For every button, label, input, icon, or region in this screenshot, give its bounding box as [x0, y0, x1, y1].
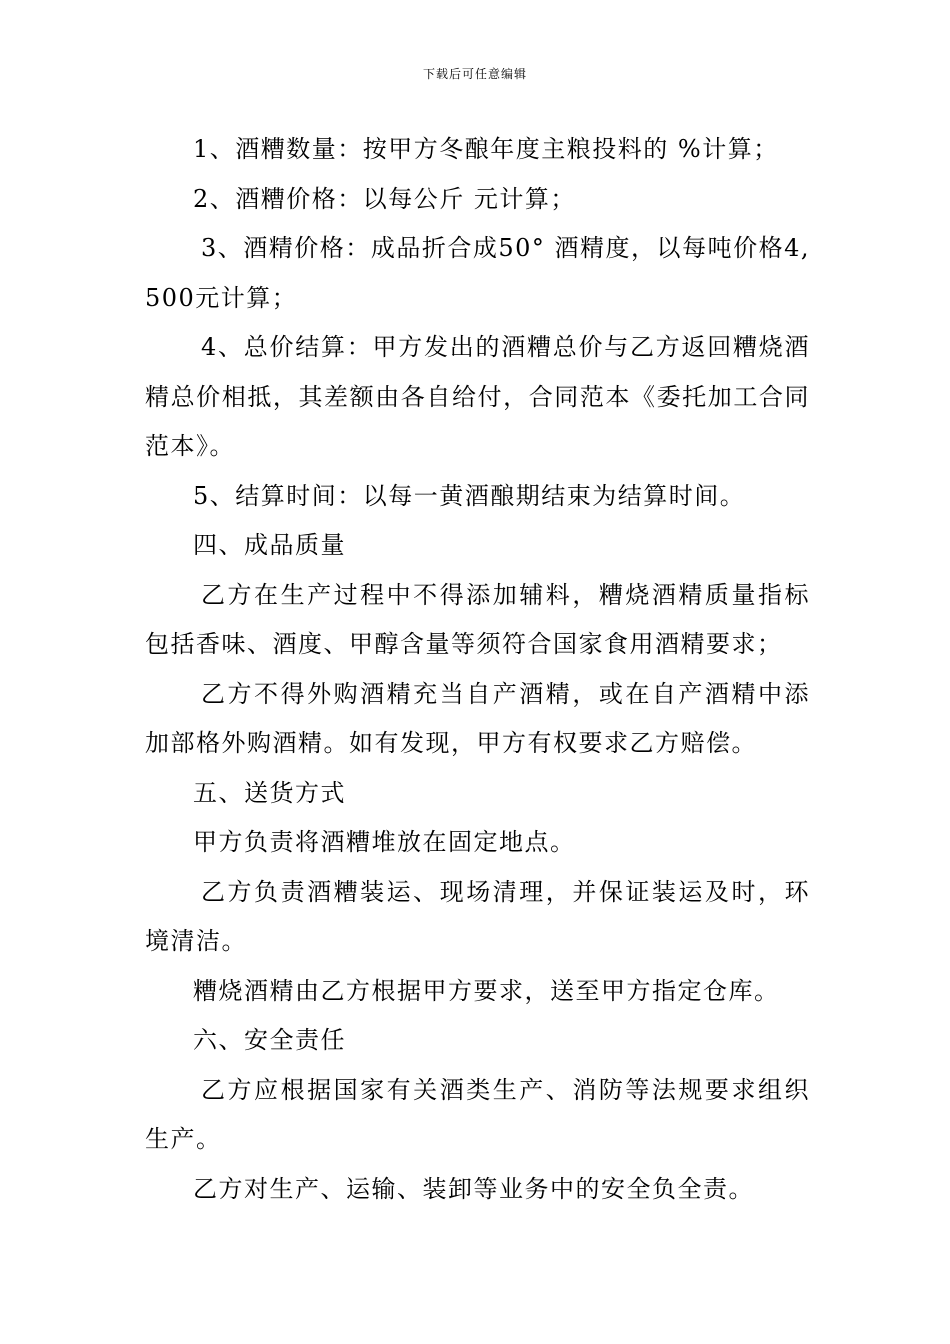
safety-paragraph-1: 乙方应根据国家有关酒类生产、消防等法规要求组织生产。: [145, 1075, 810, 1153]
clause-item-2: 2、酒糟价格：以每公斤 元计算；: [193, 184, 576, 213]
section-heading-delivery: 五、送货方式: [193, 778, 346, 807]
quality-paragraph-2: 乙方不得外购酒精充当自产酒精，或在自产酒精中添加部格外购酒精。如有发现，甲方有权要求乙方赔偿。: [145, 679, 810, 757]
clause-item-3: 3、酒精价格：成品折合成50° 酒精度，以每吨价格4,500元计算；: [145, 234, 810, 312]
delivery-paragraph-2: 乙方负责酒糟装运、现场清理，并保证装运及时，环境清洁。: [145, 877, 810, 955]
header-note: 下载后可任意编辑: [422, 67, 527, 81]
delivery-paragraph-3: 糟烧酒精由乙方根据甲方要求，送至甲方指定仓库。: [193, 976, 780, 1005]
clause-item-5: 5、结算时间：以每一黄酒酿期结束为结算时间。: [193, 481, 746, 510]
delivery-paragraph-1: 甲方负责将酒糟堆放在固定地点。: [193, 828, 576, 856]
quality-paragraph-1: 乙方在生产过程中不得添加辅料，糟烧酒精质量指标包括香味、酒度、甲醇含量等须符合国家食用酒精要求；: [145, 580, 810, 658]
clause-item-4: 4、总价结算：甲方发出的酒糟总价与乙方返回糟烧酒精总价相抵，其差额由各自给付，合同范本《委托加工合同范本》。: [145, 333, 810, 460]
safety-paragraph-2: 乙方对生产、运输、装卸等业务中的安全负全责。: [193, 1174, 754, 1203]
clause-item-1: 1、酒糟数量：按甲方冬酿年度主粮投料的 %计算；: [193, 135, 779, 163]
section-heading-safety: 六、安全责任: [193, 1026, 346, 1054]
document-body: [145, 125, 810, 1214]
section-heading-quality: 四、成品质量: [193, 531, 346, 559]
